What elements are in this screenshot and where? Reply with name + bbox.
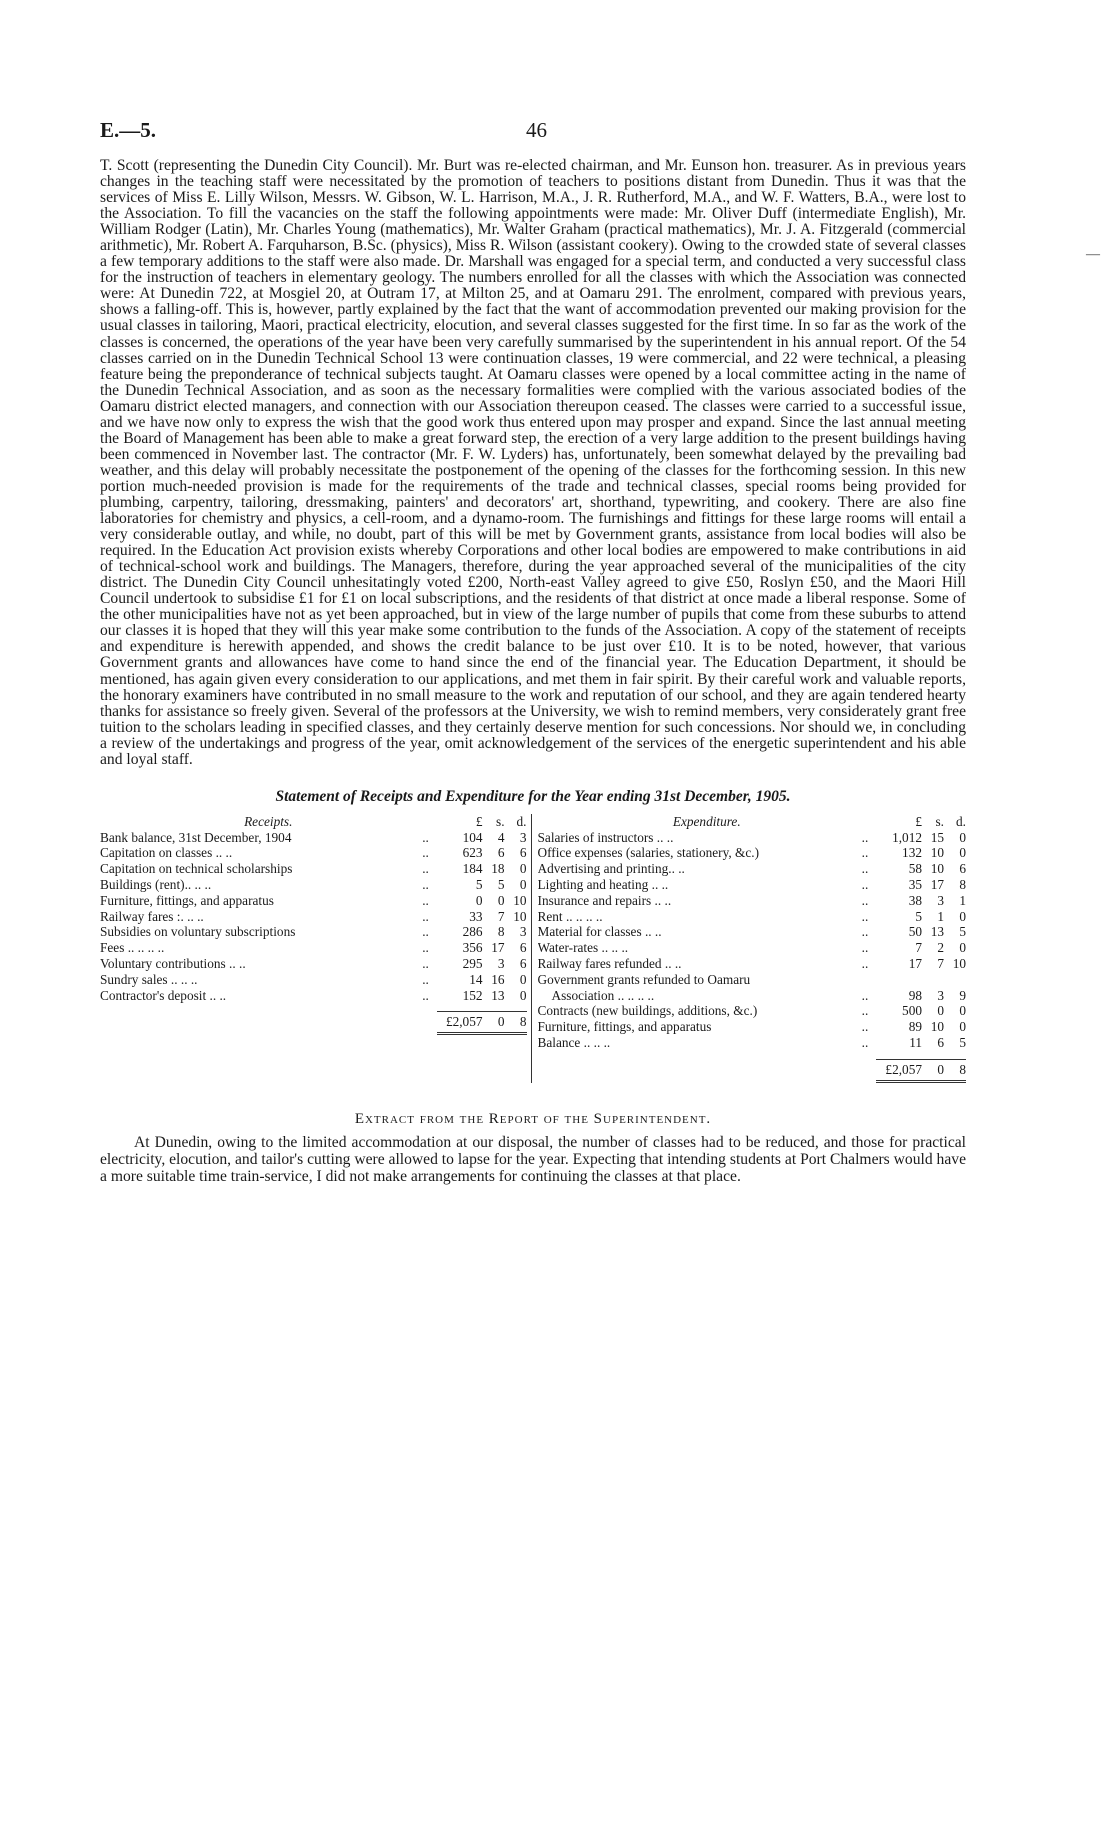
amount-shillings: 18 — [491, 861, 505, 877]
ledger-item-label: Sundry sales .. .. .. — [100, 971, 198, 987]
amount-shillings: 13 — [930, 924, 944, 940]
ledger-row — [100, 988, 527, 1004]
amount-shillings: 3 — [937, 987, 944, 1003]
currency-heads — [876, 814, 966, 830]
ledger-row — [538, 924, 966, 940]
amount-pence: 6 — [519, 955, 527, 971]
amount-pence: 10 — [952, 955, 966, 971]
ledger-row — [538, 845, 966, 861]
amount-pence: 5 — [959, 924, 966, 940]
amount-pence: 9 — [959, 987, 966, 1003]
margin-mark: — — [1086, 247, 1100, 262]
ledger-row — [538, 988, 966, 1004]
statement-title: Statement of Receipts and Expenditure for the Year ending 31st December, 1905. — [275, 787, 791, 805]
amount-pence: 3 — [519, 829, 527, 845]
ledger-row — [100, 845, 527, 861]
ledger-item-label: Capitation on classes .. .. — [100, 845, 233, 861]
ledger-row — [100, 877, 527, 893]
ledger-amount — [437, 845, 527, 861]
ledger-row — [100, 924, 527, 940]
amount-pence: 0 — [519, 971, 527, 987]
amount-pence: 0 — [519, 987, 527, 1003]
amount-shillings: 2 — [937, 940, 944, 956]
ledger-item-label: Contractor's deposit .. .. — [100, 987, 227, 1003]
ledger-amount — [437, 893, 527, 909]
ledger-row — [100, 972, 527, 988]
leader-dots: .. — [861, 1019, 869, 1035]
amount-pounds: 0 — [475, 892, 483, 908]
leader-dots: .. — [422, 955, 429, 971]
expenditure-total — [876, 1059, 966, 1083]
ledger-amount — [876, 877, 966, 893]
leader-dots: .. — [422, 861, 429, 877]
ledger-item-label: Water-rates .. .. .. — [537, 940, 629, 956]
amount-pence: 6 — [519, 845, 527, 861]
ledger-amount — [437, 972, 527, 988]
leader-dots — [854, 972, 876, 988]
ledger-amount — [437, 830, 527, 846]
amount-pence: 0 — [959, 845, 966, 861]
ledger-amount — [437, 877, 527, 893]
ledger-item-label: Office expenses (salaries, stationery, &c.) — [537, 845, 760, 861]
ledger-row — [100, 940, 527, 956]
amount-shillings: 4 — [497, 829, 505, 845]
ledger-row — [538, 1019, 966, 1035]
extract-title — [100, 1111, 966, 1128]
amount-pounds: 50 — [908, 924, 922, 940]
ledger-item-label: Advertising and printing.. .. — [537, 861, 685, 877]
ledger-amount — [876, 988, 966, 1004]
amount-shillings: 16 — [491, 971, 505, 987]
amount-pounds: 286 — [462, 924, 483, 940]
amount-shillings: 7 — [937, 955, 944, 971]
statement-ledger — [100, 814, 966, 1083]
leader-dots: .. — [861, 876, 869, 892]
amount-pence: 5 — [959, 1034, 966, 1050]
receipts-heading: Receipts. — [244, 813, 293, 829]
leader-dots: .. — [422, 924, 429, 940]
total-pence: 8 — [959, 1061, 966, 1077]
amount-pence: 0 — [959, 940, 966, 956]
receipts-header — [100, 814, 527, 830]
leader-dots: .. — [861, 1003, 869, 1019]
page-number: 46 — [526, 118, 547, 142]
amount-pence — [944, 972, 966, 988]
pence-head: d. — [516, 813, 527, 829]
amount-pounds: 35 — [908, 876, 922, 892]
amount-shillings: 3 — [937, 892, 944, 908]
leader-dots: .. — [422, 829, 429, 845]
ledger-amount — [876, 861, 966, 877]
ledger-row — [538, 1035, 966, 1051]
leader-dots: .. — [422, 845, 429, 861]
page-header — [100, 118, 966, 148]
amount-pounds: 623 — [462, 845, 483, 861]
leader-dots: .. — [861, 987, 869, 1003]
amount-shillings: 0 — [497, 892, 505, 908]
ledger-item-label: Association .. .. .. .. — [551, 987, 655, 1003]
amount-pounds: 104 — [462, 829, 483, 845]
total-pounds: £2,057 — [885, 1061, 922, 1077]
amount-pence: 6 — [959, 861, 966, 877]
leader-dots: .. — [422, 987, 429, 1003]
ledger-row — [538, 830, 966, 846]
shillings-head: s. — [496, 813, 505, 829]
pounds-head: £ — [915, 813, 922, 829]
leader-dots: .. — [861, 845, 869, 861]
amount-shillings: 15 — [930, 829, 944, 845]
amount-pounds: 5 — [915, 908, 922, 924]
amount-shillings: 6 — [937, 1034, 944, 1050]
amount-shillings: 8 — [497, 924, 505, 940]
amount-pounds: 38 — [908, 892, 922, 908]
total-shillings: 0 — [937, 1061, 944, 1077]
ledger-row — [538, 972, 966, 988]
ledger-amount — [437, 956, 527, 972]
amount-pence: 0 — [959, 829, 966, 845]
ledger-item-label: Material for classes .. .. — [537, 924, 662, 940]
ledger-item-label: Voluntary contributions .. .. — [100, 955, 246, 971]
amount-pounds: 98 — [908, 987, 922, 1003]
extract-title-text: Extract from the Report of the Superintendent. — [354, 1110, 712, 1127]
ledger-row — [538, 893, 966, 909]
ledger-row — [538, 877, 966, 893]
amount-pounds: 17 — [908, 955, 922, 971]
extract-paragraph: At Dunedin, owing to the limited accommodation at our disposal, the number of classes had to be reduced, and those for practical electricity, elocution, and tailor's cutting were allowed to lapse for the year. Expecting that intending students at Port Chalmers would have a more suitable time train-service, I did not make arrangements for continuing the classes at that place. — [100, 1133, 966, 1185]
amount-pence: 10 — [513, 908, 527, 924]
amount-pence: 8 — [959, 876, 966, 892]
ledger-row — [538, 909, 966, 925]
ledger-item-label: Insurance and repairs .. .. — [537, 892, 672, 908]
ledger-item-label: Buildings (rent).. .. .. — [100, 876, 212, 892]
leader-dots: .. — [861, 892, 869, 908]
amount-shillings: 1 — [937, 908, 944, 924]
receipts-total — [437, 1011, 527, 1035]
ledger-item-label: Contracts (new buildings, additions, &c.) — [537, 1003, 758, 1019]
leader-dots: .. — [861, 861, 869, 877]
ledger-item-label: Government grants refunded to Oamaru — [537, 971, 751, 987]
amount-pounds: 89 — [908, 1019, 922, 1035]
ledger-row — [538, 956, 966, 972]
amount-shillings: 10 — [930, 845, 944, 861]
leader-dots: .. — [422, 892, 429, 908]
amount-shillings: 17 — [930, 876, 944, 892]
body-paragraph: T. Scott (representing the Dunedin City Council). Mr. Burt was re-elected chairman, and Mr. Eunson hon. treasurer. As in previous years changes in the teaching staff were necessitated by the promotion of teachers to positions distant from Dunedin. Thus it was that the services of Miss E. Lilly Wilson, Messrs. W. Gibson, W. L. Harrison, M.A., J. R. Rutherford, M.A., and W. F. Watters, B.A., were lost to the Association. To fill the vacancies on the staff the following appointments were made: Mr. Oliver Duff (intermediate English), Mr. William Rodger (Latin), Mr. Charles Young (mathematics), Mr. Walter Graham (practical mathematics), Mr. J. A. Fitzgerald (commercial arithmetic), Mr. Robert A. Farquharson, B.Sc. (physics), Miss R. Wilson (assistant cookery). Owing to the crowded state of several classes a few temporary additions to the staff were also made. Dr. Marshall was engaged for a special term, and conducted a very successful class for the instruction of teachers in elementary geology. The numbers enrolled for all the classes with which the Association was connected were: At Dunedin 722, at Mosgiel 20, at Outram 17, at Milton 25, and at Oamaru 291. The enrolment, compared with previous years, shows a falling-off. This is, however, partly explained by the fact that the want of accommodation prevented our making provision for the usual classes in tailoring, Maori, practical electricity, elocution, and several classes suggested for the first time. In so far as the work of the classes is concerned, the operations of the year have been very carefully summarised by the superintendent in his annual report. Of the 54 classes carried on in the Dunedin Technical School 13 were continuation classes, 19 were commercial, and 22 were technical, a pleasing feature being the preponderance of technical subjects taught. At Oamaru classes were opened by a local committee acting in the name of the Dunedin Technical Association, and as soon as the necessary formalities were complied with the various associated bodies of the Oamaru district elected managers, and connection with our Association thereupon ceased. The classes were carried to a successful issue, and we have now only to express the wish that the good work thus entered upon may prosper and expand. Since the last annual meeting the Board of Management has been able to make a great forward step, the erection of a very large addition to the present buildings having been commenced in November last. The contractor (Mr. F. W. Lyders) has, unfortunately, been somewhat delayed by the prevailing bad weather, and this delay will probably necessitate the postponement of the opening of the classes for the forthcoming session. In this new portion much-needed provision is made for the requirements of the trade and technical classes, special rooms being provided for plumbing, carpentry, tailoring, dressmaking, painters' and decorators' art, shorthand, typewriting, and cookery. There are also fine laboratories for chemistry and physics, a cell-room, and a dynamo-room. The furnishings and fittings for these large rooms will entail a very considerable outlay, and while, no doubt, part of this will be met by Government grants, assistance from local bodies will also be required. In the Education Act provision exists whereby Corporations and other local bodies are empowered to make contributions in aid of technical-school work and buildings. The Managers, therefore, during the year approached several of the municipalities of the city district. The Dunedin City Council unhesitatingly voted £200, North-east Valley agreed to give £50, Roslyn £50, and the Maori Hill Council undertook to subsidise £1 for £1 on local subscriptions, and the residents of that district at once made a liberal response. Some of the other municipalities have not as yet been approached, but in view of the large number of pupils that come from these suburbs to attend our classes it is hoped that they will this year make some contribution to the funds of the Association. A copy of the statement of receipts and expenditure is herewith appended, and shows the credit balance to be just over £10. It is to be noted, however, that various Government grants and allowances have come to hand since the end of the financial year. The Education Department, it should be mentioned, has again given every consideration to our applications, and met them in fair spirit. By their careful work and valuable reports, the honorary examiners have contributed in no small measure to the work and reputation of our school, and they are again tendered hearty thanks for assistance so freely given. Several of the professors at the University, we wish to remind members, very considerately grant free tuition to the scholars leading in specified classes, and they certainly deserve mention for such concessions. Nor should we, in concluding a review of the undertakings and progress of the year, omit acknowledgement of the services of the energetic superintendent and his able and loyal staff. — [100, 157, 966, 768]
pence-head: d. — [956, 813, 966, 829]
ledger-amount — [876, 924, 966, 940]
amount-pounds: 33 — [469, 908, 483, 924]
ledger-amount — [876, 972, 966, 988]
leader-dots: .. — [861, 940, 869, 956]
shillings-head: s. — [935, 813, 944, 829]
total-shillings: 0 — [497, 1014, 505, 1030]
ledger-row — [538, 861, 966, 877]
ledger-item-label: Railway fares :. .. .. — [100, 908, 204, 924]
amount-shillings: 5 — [497, 876, 505, 892]
leader-dots: .. — [422, 940, 429, 956]
leader-dots: .. — [422, 876, 429, 892]
total-pounds: £2,057 — [445, 1014, 483, 1030]
ledger-row — [100, 830, 527, 846]
ledger-item-label: Capitation on technical scholarships — [100, 861, 293, 877]
ledger-amount — [437, 909, 527, 925]
ledger-item-label: Subsidies on voluntary subscriptions — [100, 924, 296, 940]
ledger-item-label: Railway fares refunded .. .. — [537, 955, 682, 971]
ledger-amount — [876, 956, 966, 972]
amount-pence: 10 — [513, 892, 527, 908]
total-pence: 8 — [519, 1014, 527, 1030]
amount-pounds: 295 — [462, 955, 483, 971]
ledger-amount — [876, 909, 966, 925]
leader-dots: .. — [861, 924, 869, 940]
expenditure-total-row — [538, 1059, 966, 1083]
expenditure-rows — [538, 830, 966, 1051]
ledger-amount — [876, 830, 966, 846]
expenditure-column — [532, 814, 966, 1083]
ledger-row — [100, 909, 527, 925]
receipts-rows — [100, 830, 527, 1004]
currency-heads — [437, 814, 527, 830]
amount-pounds: 1,012 — [892, 829, 922, 845]
amount-pounds: 7 — [915, 940, 922, 956]
ledger-row — [100, 861, 527, 877]
ledger-item-label: Rent .. .. .. .. — [537, 908, 603, 924]
ledger-row — [538, 1003, 966, 1019]
report-reference: E.—5. — [100, 118, 157, 142]
amount-pence: 6 — [519, 940, 527, 956]
ledger-item-label: Fees .. .. .. .. — [100, 940, 165, 956]
amount-shillings: 10 — [930, 1019, 944, 1035]
page — [100, 118, 966, 1185]
ledger-item-label: Furniture, fittings, and apparatus — [100, 892, 274, 908]
amount-pounds: 14 — [469, 971, 483, 987]
ledger-amount — [437, 861, 527, 877]
ledger-row — [100, 893, 527, 909]
amount-pounds: 356 — [462, 940, 483, 956]
ledger-amount — [437, 988, 527, 1004]
ledger-amount — [876, 1035, 966, 1051]
amount-shillings: 17 — [491, 940, 505, 956]
amount-shillings: 13 — [491, 987, 505, 1003]
amount-shillings — [922, 972, 944, 988]
ledger-row — [538, 940, 966, 956]
ledger-item-label: Bank balance, 31st December, 1904 — [100, 829, 292, 845]
ledger-row — [100, 956, 527, 972]
receipts-column — [100, 814, 532, 1083]
leader-dots: .. — [861, 829, 869, 845]
ledger-amount — [876, 1003, 966, 1019]
amount-shillings: 3 — [497, 955, 505, 971]
ledger-item-label: Salaries of instructors .. .. — [537, 829, 674, 845]
amount-shillings: 10 — [930, 861, 944, 877]
amount-pounds: 11 — [909, 1034, 922, 1050]
amount-pence: 3 — [519, 924, 527, 940]
amount-pence: 0 — [959, 1003, 966, 1019]
amount-pounds: 152 — [462, 987, 483, 1003]
ledger-item-label: Furniture, fittings, and apparatus — [537, 1019, 712, 1035]
amount-pounds: 58 — [908, 861, 922, 877]
amount-shillings: 0 — [937, 1003, 944, 1019]
amount-pounds: 500 — [902, 1003, 922, 1019]
amount-shillings: 7 — [497, 908, 505, 924]
ledger-amount — [876, 940, 966, 956]
expenditure-heading: Expenditure. — [672, 813, 741, 829]
amount-pence: 0 — [519, 876, 527, 892]
amount-pence: 0 — [519, 861, 527, 877]
ledger-amount — [876, 845, 966, 861]
leader-dots: .. — [861, 908, 869, 924]
amount-pounds: 5 — [475, 876, 483, 892]
ledger-item-label: Lighting and heating .. .. — [537, 876, 669, 892]
amount-shillings: 6 — [497, 845, 505, 861]
leader-dots: .. — [422, 971, 429, 987]
expenditure-header — [538, 814, 966, 830]
pounds-head: £ — [475, 813, 483, 829]
ledger-amount — [876, 1019, 966, 1035]
leader-dots: .. — [422, 908, 429, 924]
amount-pounds — [878, 972, 922, 988]
ledger-amount — [876, 893, 966, 909]
ledger-item-label: Balance .. .. .. — [537, 1034, 611, 1050]
amount-pounds: 184 — [462, 861, 483, 877]
receipts-total-row — [100, 1011, 527, 1035]
leader-dots: .. — [861, 955, 869, 971]
ledger-amount — [437, 940, 527, 956]
amount-pence: 0 — [959, 908, 966, 924]
leader-dots: .. — [861, 1034, 869, 1050]
ledger-amount — [437, 924, 527, 940]
amount-pence: 0 — [959, 1019, 966, 1035]
amount-pounds: 132 — [902, 845, 922, 861]
amount-pence: 1 — [959, 892, 966, 908]
